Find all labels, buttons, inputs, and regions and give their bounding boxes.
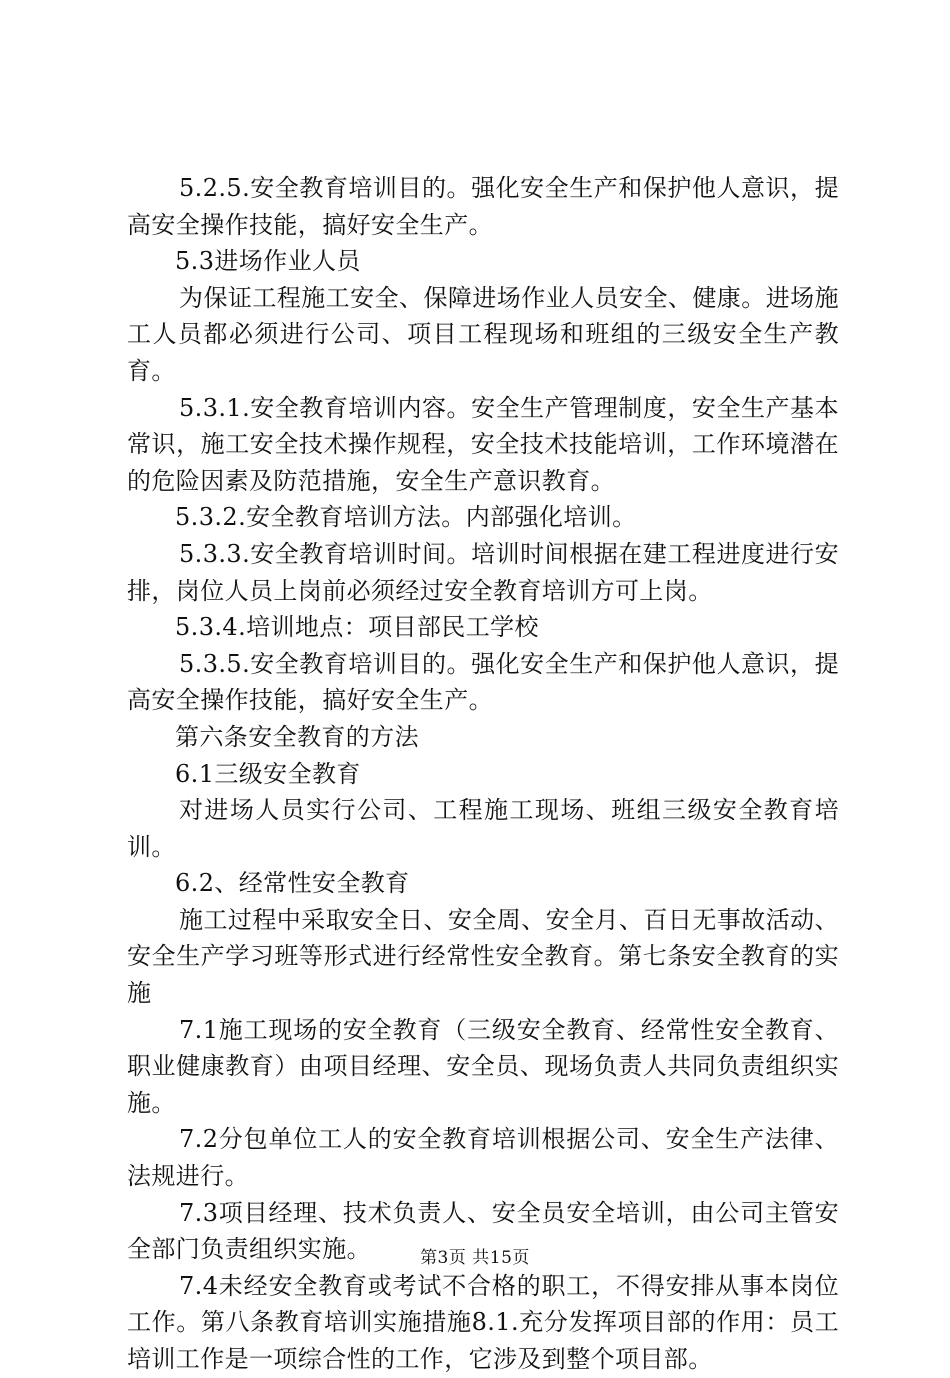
paragraph: 5.3.4.培训地点：项目部民工学校 xyxy=(175,613,539,642)
section-heading: 6.2、经常性安全教育 xyxy=(175,869,410,898)
paragraph: 7.4未经安全教育或考试不合格的职工，不得安排从事本岗位工作。第八条教育培训实施措施8.1.充分发挥项目部的作用：员工培训工作是一项综合性的工作，它涉及到整个项目部。 xyxy=(127,1271,839,1373)
section-heading: 6.1三级安全教育 xyxy=(175,759,361,788)
section-heading: 5.3进场作业人员 xyxy=(175,247,361,276)
paragraph: 施工过程中采取安全日、安全周、安全月、百日无事故活动、安全生产学习班等形式进行经常性安全教育。第七条安全教育的实施 xyxy=(127,905,839,1008)
section-heading: 第六条安全教育的方法 xyxy=(175,722,419,751)
paragraph: 为保证工程施工安全、保障进场作业人员安全、健康。进场施工人员都必须进行公司、项目工程现场和班组的三级安全生产教育。 xyxy=(127,283,839,385)
paragraph: 7.2分包单位工人的安全教育培训根据公司、安全生产法律、法规进行。 xyxy=(127,1125,839,1191)
paragraph: 7.1施工现场的安全教育（三级安全教育、经常性安全教育、职业健康教育）由项目经理、安全员、现场负责人共同负责组织实施。 xyxy=(127,1015,839,1117)
paragraph: 5.3.2.安全教育培训方法。内部强化培训。 xyxy=(175,503,637,532)
document-body xyxy=(127,170,839,1378)
paragraph: 对进场人员实行公司、工程施工现场、班组三级安全教育培训。 xyxy=(127,796,839,861)
paragraph: 5.3.3.安全教育培训时间。培训时间根据在建工程进度进行安排，岗位人员上岗前必须经过安全教育培训方可上岗。 xyxy=(127,539,839,605)
paragraph: 5.3.5.安全教育培训目的。强化安全生产和保护他人意识，提高安全操作技能，搞好安全生产。 xyxy=(127,649,839,715)
paragraph: 5.2.5.安全教育培训目的。强化安全生产和保护他人意识，提高安全操作技能，搞好安全生产。 xyxy=(127,174,839,239)
page-number-footer: 第3页 共15页 xyxy=(420,1248,530,1268)
paragraph: 7.3项目经理、技术负责人、安全员安全培训，由公司主管安全部门负责组织实施。 xyxy=(127,1198,839,1264)
paragraph: 5.3.1.安全教育培训内容。安全生产管理制度，安全生产基本常识，施工安全技术操作规程，安全技术技能培训，工作环境潜在的危险因素及防范措施，安全生产意识教育。 xyxy=(127,393,839,495)
